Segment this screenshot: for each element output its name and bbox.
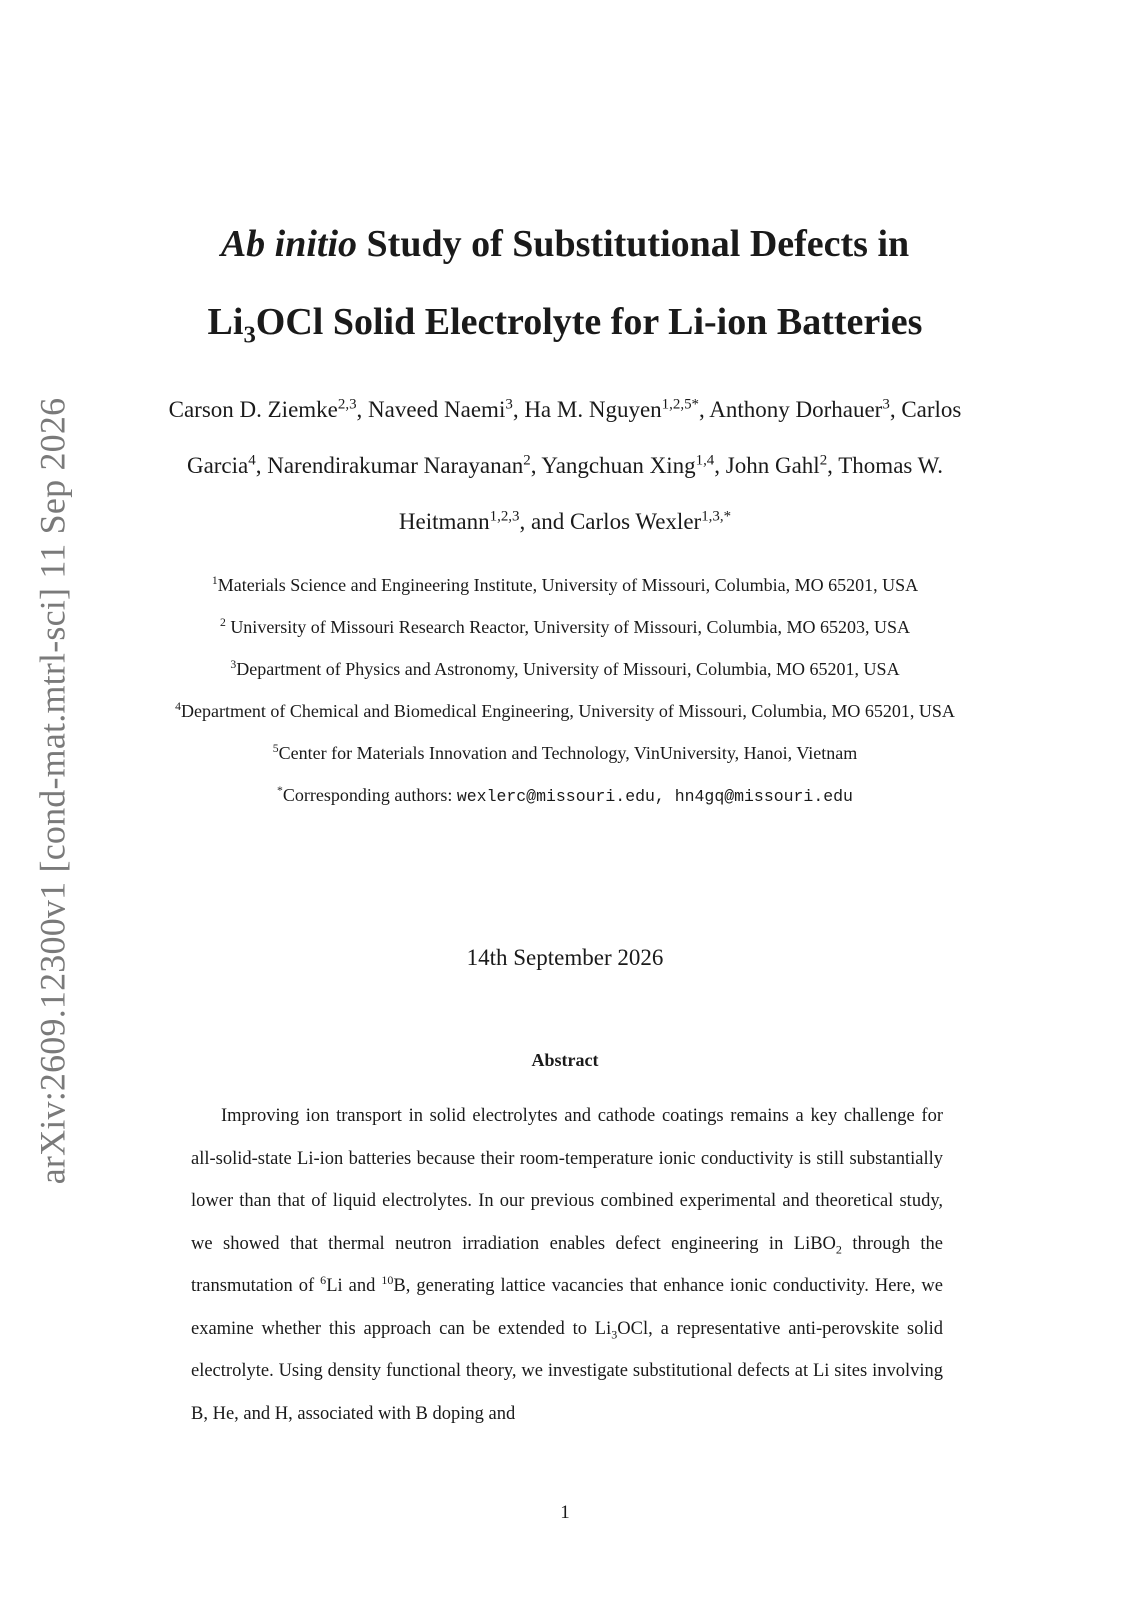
author-affiliation-mark: 3 — [505, 396, 513, 413]
author-list — [140, 382, 990, 550]
author-separator: , — [827, 453, 839, 478]
author-name: Ha M. Nguyen — [524, 397, 662, 422]
abstract-sup-6: 6 — [320, 1272, 327, 1287]
paper-date: 14th September 2026 — [466, 945, 664, 970]
title-line-2 — [130, 283, 1000, 361]
affiliation-number: 1 — [211, 574, 218, 587]
author-name: Carlos Garcia — [186, 397, 962, 478]
title-line-2-text: OCl Solid Electrolyte for Li-ion Batteries — [255, 301, 923, 343]
affiliation-item — [130, 732, 1000, 774]
abstract-text-3: Li and — [326, 1276, 382, 1296]
abstract-sup-10: 10 — [381, 1272, 394, 1287]
author-affiliation-mark: 4 — [248, 452, 256, 469]
author-separator: , — [889, 397, 902, 422]
author-separator: , — [512, 397, 525, 422]
abstract-sub-2: 2 — [835, 1242, 842, 1257]
affiliation-item — [130, 648, 1000, 690]
corresponding-authors — [130, 774, 1000, 818]
author-affiliation-mark: 1,4 — [695, 452, 715, 469]
affiliation-text: Center for Materials Innovation and Technology, VinUniversity, Hanoi, Vietnam — [278, 743, 858, 763]
corresponding-mark: * — [277, 784, 283, 797]
affiliation-text: Department of Chemical and Biomedical Engineering, University of Missouri, Columbia, MO 65201, USA — [180, 701, 955, 721]
author-name: Naveed Naemi — [368, 397, 506, 422]
title-subscript: 3 — [243, 321, 256, 349]
abstract-body — [191, 1095, 943, 1435]
abstract-heading: Abstract — [531, 1050, 599, 1070]
affiliation-text: Department of Physics and Astronomy, University of Missouri, Columbia, MO 65201, USA — [236, 659, 900, 679]
abstract-sub-3: 3 — [611, 1327, 618, 1342]
author-affiliation-mark: 3 — [882, 396, 890, 413]
affiliation-number: 3 — [230, 658, 237, 671]
title-line-1 — [130, 205, 1000, 283]
arxiv-sidebar-stamp — [22, 376, 82, 1206]
page-number: 1 — [560, 1502, 570, 1523]
affiliation-text: University of Missouri Research Reactor, University of Missouri, Columbia, MO 65203, USA — [225, 617, 911, 637]
arxiv-identifier: arXiv:2609.12300v1 [cond-mat.mtrl-sci] 11 Sep 2026 — [32, 397, 72, 1185]
corresponding-emails: wexlerc@missouri.edu, hn4gq@missouri.edu — [456, 787, 853, 806]
affiliation-list — [130, 564, 1000, 774]
author-name: Anthony Dorhauer — [709, 397, 883, 422]
author-affiliation-mark: 2 — [819, 452, 828, 469]
affiliation-item — [130, 690, 1000, 732]
author-separator: , and — [519, 509, 570, 534]
author-name: Yangchuan Xing — [541, 453, 696, 478]
author-affiliation-mark: 1,2,5* — [661, 396, 699, 413]
affiliations — [130, 564, 1000, 818]
affiliation-number: 4 — [175, 700, 181, 713]
abstract-text-1: Improving ion transport in solid electrolytes and cathode coatings remains a key challenge for all-solid-state Li-ion batteries because their room-temperature ionic conductivity is still substantially lower than that of liquid electrolytes. In our previous combined experimental and theoretical study, we showed that thermal neutron irradiation enables defect engineering in LiBO — [191, 1106, 943, 1254]
affiliation-text: Materials Science and Engineering Institute, University of Missouri, Columbia, MO 65201, USA — [217, 575, 919, 595]
affiliation-item — [130, 564, 1000, 606]
author-name: Carlos Wexler — [569, 509, 702, 534]
author-separator: , — [255, 453, 268, 478]
author-separator: , — [356, 397, 369, 422]
author-separator: , — [714, 453, 726, 478]
title-li: Li — [207, 301, 244, 343]
title-line-1-text: Study of Substitutional Defects in — [366, 223, 910, 265]
paper-title — [130, 205, 1000, 361]
author-name: Thomas W. Heitmann — [398, 453, 944, 534]
affiliation-number: 5 — [272, 742, 279, 755]
author-name: Carson D. Ziemke — [168, 397, 338, 422]
affiliation-item — [130, 606, 1000, 648]
author-separator: , — [530, 453, 542, 478]
author-affiliation-mark: 2 — [523, 452, 531, 469]
affiliation-number: 2 — [219, 616, 226, 629]
author-name: John Gahl — [725, 453, 820, 478]
abstract-text-5: OCl, a representative anti-perovskite solid electrolyte. Using density functional theory, we investigate substitutional defects at Li sites involving B, He, and H, associated with B doping and — [191, 1318, 943, 1424]
abstract-text-2: through the transmutation of — [191, 1233, 943, 1296]
author-affiliation-mark: 1,3,* — [701, 508, 732, 525]
corresponding-label: Corresponding authors: — [282, 785, 457, 805]
author-name: Narendirakumar Narayanan — [267, 453, 524, 478]
author-affiliation-mark: 1,2,3 — [489, 508, 520, 525]
abstract-text-4: B, generating lattice vacancies that enhance ionic conductivity. Here, we examine whether this approach can be extended to Li — [191, 1276, 943, 1339]
author-affiliation-mark: 2,3 — [337, 396, 357, 413]
author-separator: , — [699, 397, 710, 422]
title-italic: Ab initio — [220, 223, 358, 265]
